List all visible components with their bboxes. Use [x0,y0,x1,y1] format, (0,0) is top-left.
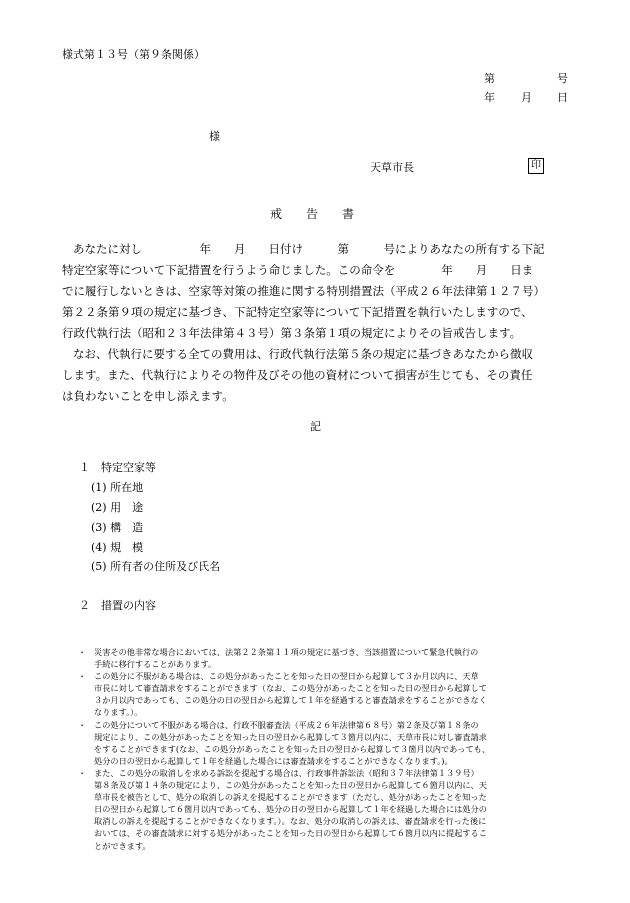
note-item [78,719,578,767]
note-line: 草市長を被告として、処分の取消しの訴えを提起することができます（ただし、処分があったことを知った [94,792,487,803]
section2-heading: ２ 措置の内容 [79,599,156,612]
body-line: は負わないことを申し添えます。 [62,389,234,403]
note-line: 日の翌日から起算して６箇月以内であっても、処分の日の翌日から起算して１年を経過した場合には処分の [94,804,487,815]
note-line: をすることができます(なお、この処分があったことを知った日の翌日から起算して３箇月以内であっても、 [94,743,491,754]
section1-item: (2) 用 途 [91,501,144,514]
date-year: 年 [484,91,495,104]
doc-number-prefix: 第 [484,72,495,85]
bullet: ・ [78,671,87,682]
body-line: 行政代執行法（昭和２３年法律第４３号）第３条第１項の規定によりその旨戒告します。 [62,326,522,340]
note-line: 処分の日の翌日から起算して１年を経過した場合には審査請求をすることができなくなります。)。 [94,755,453,766]
issuer-name: 天草市長 [370,161,414,174]
bullet: ・ [78,767,87,778]
ki-marker: 記 [310,420,321,433]
note-line: 第８条及び第１４条の規定により、この処分があったことを知った日の翌日から起算して６箇月以内に、天 [94,780,487,791]
notes-block [78,646,578,852]
note-line: なります。）。 [94,707,143,718]
note-item [78,670,578,718]
note-line: 規定により、この処分があったことを知った日の翌日から起算して３箇月以内に、天草市長に対し審査請求 [94,731,487,742]
section1-item: (1) 所在地 [91,481,144,494]
note-line: 市長に対して審査請求をすることができます（なお、この処分があったことを知った日の翌日から起算して [94,683,487,694]
note-line: おいては、その審査請求に対する処分があったことを知った日の翌日から起算して６箇月以内に提起するこ [94,828,487,839]
date-month: 月 [521,91,532,104]
date-day: 日 [557,91,568,104]
bullet: ・ [78,647,87,657]
doc-number-suffix: 号 [557,72,568,85]
note-item [78,646,578,670]
section1-item: (5) 所有者の住所及び氏名 [91,560,221,573]
recipient-suffix: 様 [209,130,220,143]
section1-item: (4) 規 模 [91,541,144,554]
body-line: します。また、代執行によりその物件及びその他の資材について損害が生じても、その責任 [62,368,533,382]
note-line: また、この処分の取消しを求める訴訟を提起する場合は、行政事件訴訟法（昭和３７年法律第１３９号） [94,767,479,778]
note-line: 手続に移行することがあります。 [94,659,217,670]
note-line: とができます。 [94,840,151,851]
note-line: 災害その他非常な場合においては、法第２２条第１１項の規定に基づき、当該措置について緊急代執行の [94,647,479,657]
body-line: 第２２条第９項の規定に基づき、下記特定空家等について下記措置を執行いたしますので、 [62,305,533,319]
body-paragraph [62,239,580,407]
document-title: 戒 告 書 [270,207,355,221]
section1-item: (3) 構 造 [91,521,144,534]
note-line: ３か月以内であっても、この処分の日の翌日から起算して１年を経過すると審査請求をすることができなく [94,695,487,706]
body-line: でに履行しないときは、空家等対策の推進に関する特別措置法（平成２６年法律第１２７号） [62,284,545,298]
form-label: 様式第１３号（第９条関係） [62,48,205,61]
seal-mark: 印 [528,158,544,174]
body-line: 特定空家等について下記措置を行うよう命じました。この命令を 年 月 日ま [62,263,534,277]
body-line: なお、代執行に要する全ての費用は、行政代執行法第５条の規定に基づきあなたから徴収 [73,347,533,361]
section1-heading: １ 特定空家等 [79,461,156,474]
note-line: この処分に不服がある場合は、この処分があったことを知った日の翌日から起算して３か月以内に、天草 [94,671,479,682]
note-item [78,767,578,852]
body-line: あなたに対し 年 月 日付け 第 号によりあなたの所有する下記 [73,242,545,256]
note-line: 取消しの訴えを提起することができなくなります。）。なお、処分の取消しの訴えは、審査請求を行った後に [94,816,487,827]
note-line: この処分について不服がある場合は、行政不服審査法（平成２６年法律第６８号）第２条及び第１８条の [94,719,479,730]
bullet: ・ [78,719,87,730]
